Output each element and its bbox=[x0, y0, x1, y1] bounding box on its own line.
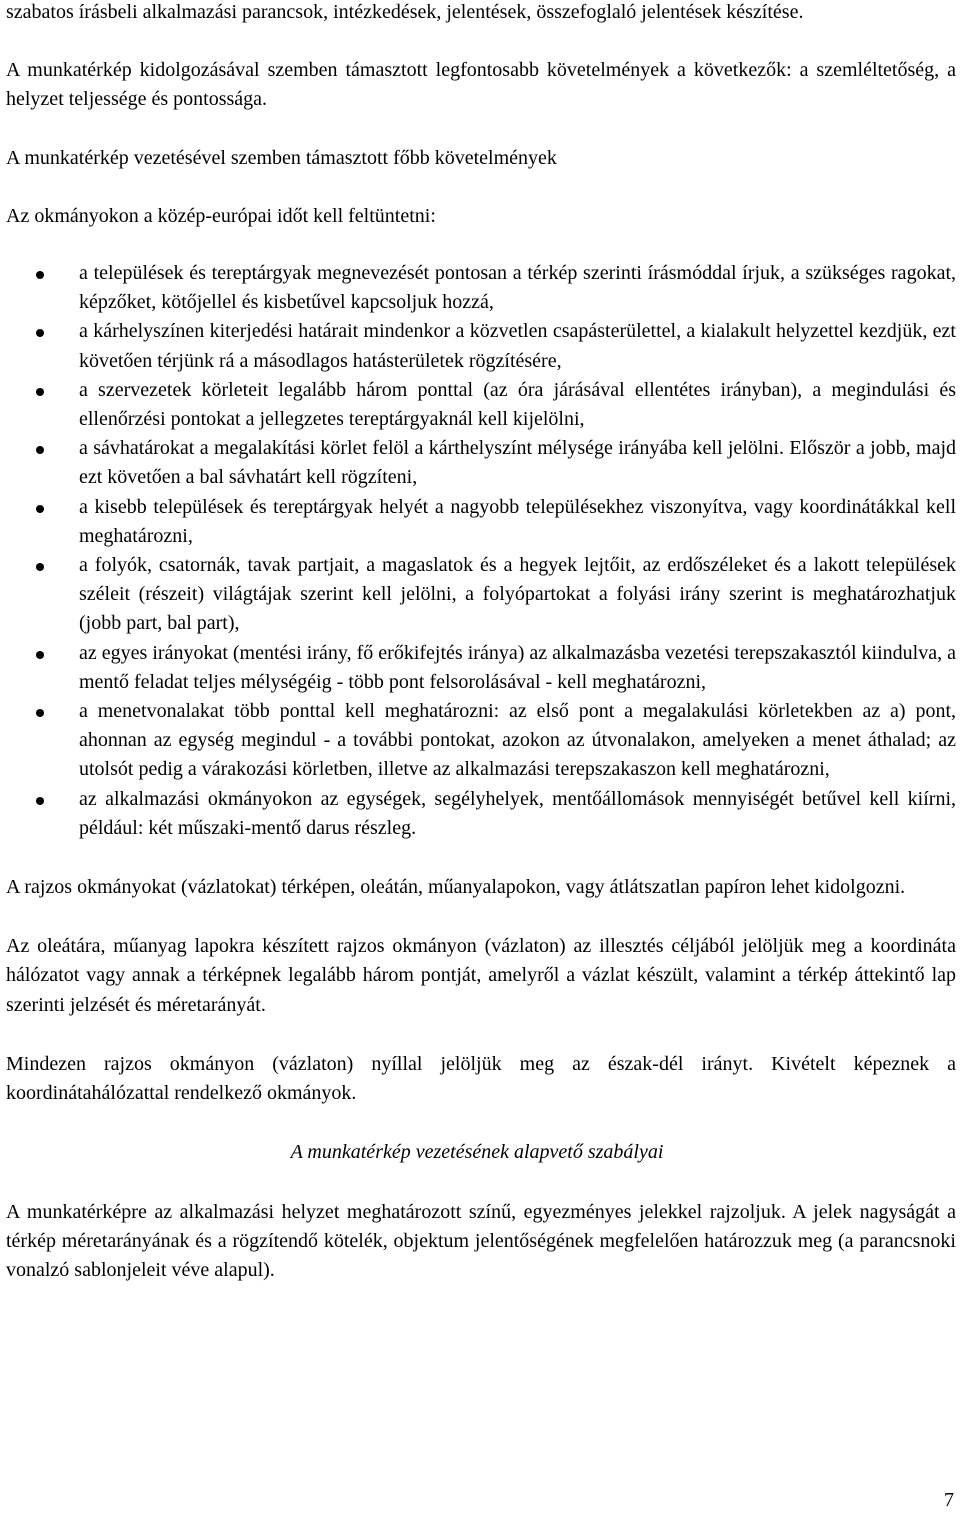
bullet-icon bbox=[36, 563, 44, 571]
list-item bbox=[6, 697, 956, 785]
section-heading-requirements: A munkatérkép vezetésével szemben támasztott főbb követelmények bbox=[6, 146, 557, 169]
list-item-text: a szervezetek körleteit legalább három ponttal (az óra járásával ellentétes irányban), a megindulási és ellenőrzési pontokat a jellegzetes tereptárgyaknál kell kijelölni, bbox=[79, 378, 956, 431]
list-item-text: a települések és tereptárgyak megnevezését pontosan a térkép szerinti írásmóddal írjuk, a szükséges ragokat, képzőket, kötőjellel és kisbetűvel kapcsoljuk hozzá, bbox=[79, 262, 956, 314]
page-number: 7 bbox=[944, 1489, 954, 1511]
list-item-text: az alkalmazási okmányokon az egységek, segélyhelyek, mentőállomások mennyiségét betűvel kell kiírni, például: két műszaki-mentő darus részleg. bbox=[79, 787, 956, 839]
list-item bbox=[6, 785, 956, 843]
list-item bbox=[6, 434, 956, 492]
bullet-icon bbox=[36, 505, 44, 513]
list-item-text: a menetvonalakat több ponttal kell meghatározni: az első pont a megalakulási körletekben az a) pont, ahonnan az egység megindul - a további pontokat, azokon az útvonalakon, amelyeken a menet áthalad; az utolsót pedig a várakozási körletben, illetve az alkalmazási terepszakaszon kell meghatározni, bbox=[79, 700, 956, 781]
bullet-icon bbox=[36, 271, 44, 279]
list-item bbox=[6, 639, 956, 697]
document-page bbox=[6, 0, 956, 1285]
list-item-text: a folyók, csatornák, tavak partjait, a magaslatok és a hegyek lejtőit, az erdőszéleket és a lakott települések széleit (részeit) világtájak szerint kell jelölni, a folyópartokat a folyási irány szerint is meghatározhatjuk (jobb part, bal part), bbox=[79, 554, 956, 635]
bullet-icon bbox=[36, 797, 44, 805]
paragraph-overlay-alignment: Az oleátára, műanyag lapokra készített rajzos okmányon (vázlaton) az illesztés céljából jelöljük meg a koordináta hálózatot vagy annak a térképnek legalább három pontját, amelyről a vázlat készült, valamint a térkép áttekintő lap szerinti jelzését és méretarányát. bbox=[6, 935, 956, 1016]
list-item-text: az egyes irányokat (mentési irány, fő erőkifejtés iránya) az alkalmazásba vezetési terepszakasztól kiindulva, a mentő feladat teljes mélységéig - több pont felsorolásával - kell meghatározni, bbox=[79, 641, 956, 693]
list-item bbox=[6, 259, 956, 317]
list-item-text: a sávhatárokat a megalakítási körlet felöl a kárthelyszínt mélysége irányába kell jelölni. Először a jobb, majd ezt követően a bal sávhatárt kell rögzíteni, bbox=[79, 437, 956, 489]
list-item bbox=[6, 376, 956, 434]
list-item bbox=[6, 551, 956, 639]
requirements-list bbox=[6, 259, 956, 843]
section-heading-basic-rules: A munkatérkép vezetésének alapvető szabályai bbox=[290, 1141, 664, 1164]
bullet-icon bbox=[36, 329, 44, 337]
paragraph-time-zone: Az okmányokon a közép-európai időt kell feltüntetni: bbox=[6, 204, 436, 227]
bullet-icon bbox=[36, 446, 44, 454]
list-item bbox=[6, 493, 956, 551]
list-item bbox=[6, 317, 956, 375]
paragraph-continuation: szabatos írásbeli alkalmazási parancsok, intézkedések, jelentések, összefoglaló jelentések készítése. bbox=[6, 1, 804, 23]
bullet-icon bbox=[36, 388, 44, 396]
list-item-text: a kisebb települések és tereptárgyak helyét a nagyobb településekhez viszonyítva, vagy koordinátákkal kell meghatározni, bbox=[79, 495, 956, 547]
paragraph-map-symbols: A munkatérképre az alkalmazási helyzet meghatározott színű, egyezményes jelekkel rajzoljuk. A jelek nagyságát a térkép méretarányának és a rögzítendő kötelék, objektum jelentőségének megfelelően határozzuk meg (a parancsnoki vonalzó sablonjeleit véve alapul). bbox=[6, 1200, 956, 1281]
paragraph-requirements: A munkatérkép kidolgozásával szemben támasztott legfontosabb követelmények a következők: a szemléltetőség, a helyzet teljessége és pontossága. bbox=[6, 59, 956, 111]
bullet-icon bbox=[36, 651, 44, 659]
paragraph-drawn-documents: A rajzos okmányokat (vázlatokat) térképen, oleátán, műanyalapokon, vagy átlátszatlan papíron lehet kidolgozni. bbox=[6, 876, 906, 899]
list-item-text: a kárhelyszínen kiterjedési határait mindenkor a közvetlen csapásterülettel, a kialakult helyzettel kezdjük, ezt követően térjünk rá a másodlagos hatásterületek rögzítésére, bbox=[79, 320, 956, 372]
paragraph-north-south-arrow: Mindezen rajzos okmányon (vázlaton) nyíllal jelöljük meg az észak-dél irányt. Kivételt képeznek a koordinátahálózattal rendelkező okmányok. bbox=[6, 1052, 956, 1105]
bullet-icon bbox=[36, 709, 44, 717]
